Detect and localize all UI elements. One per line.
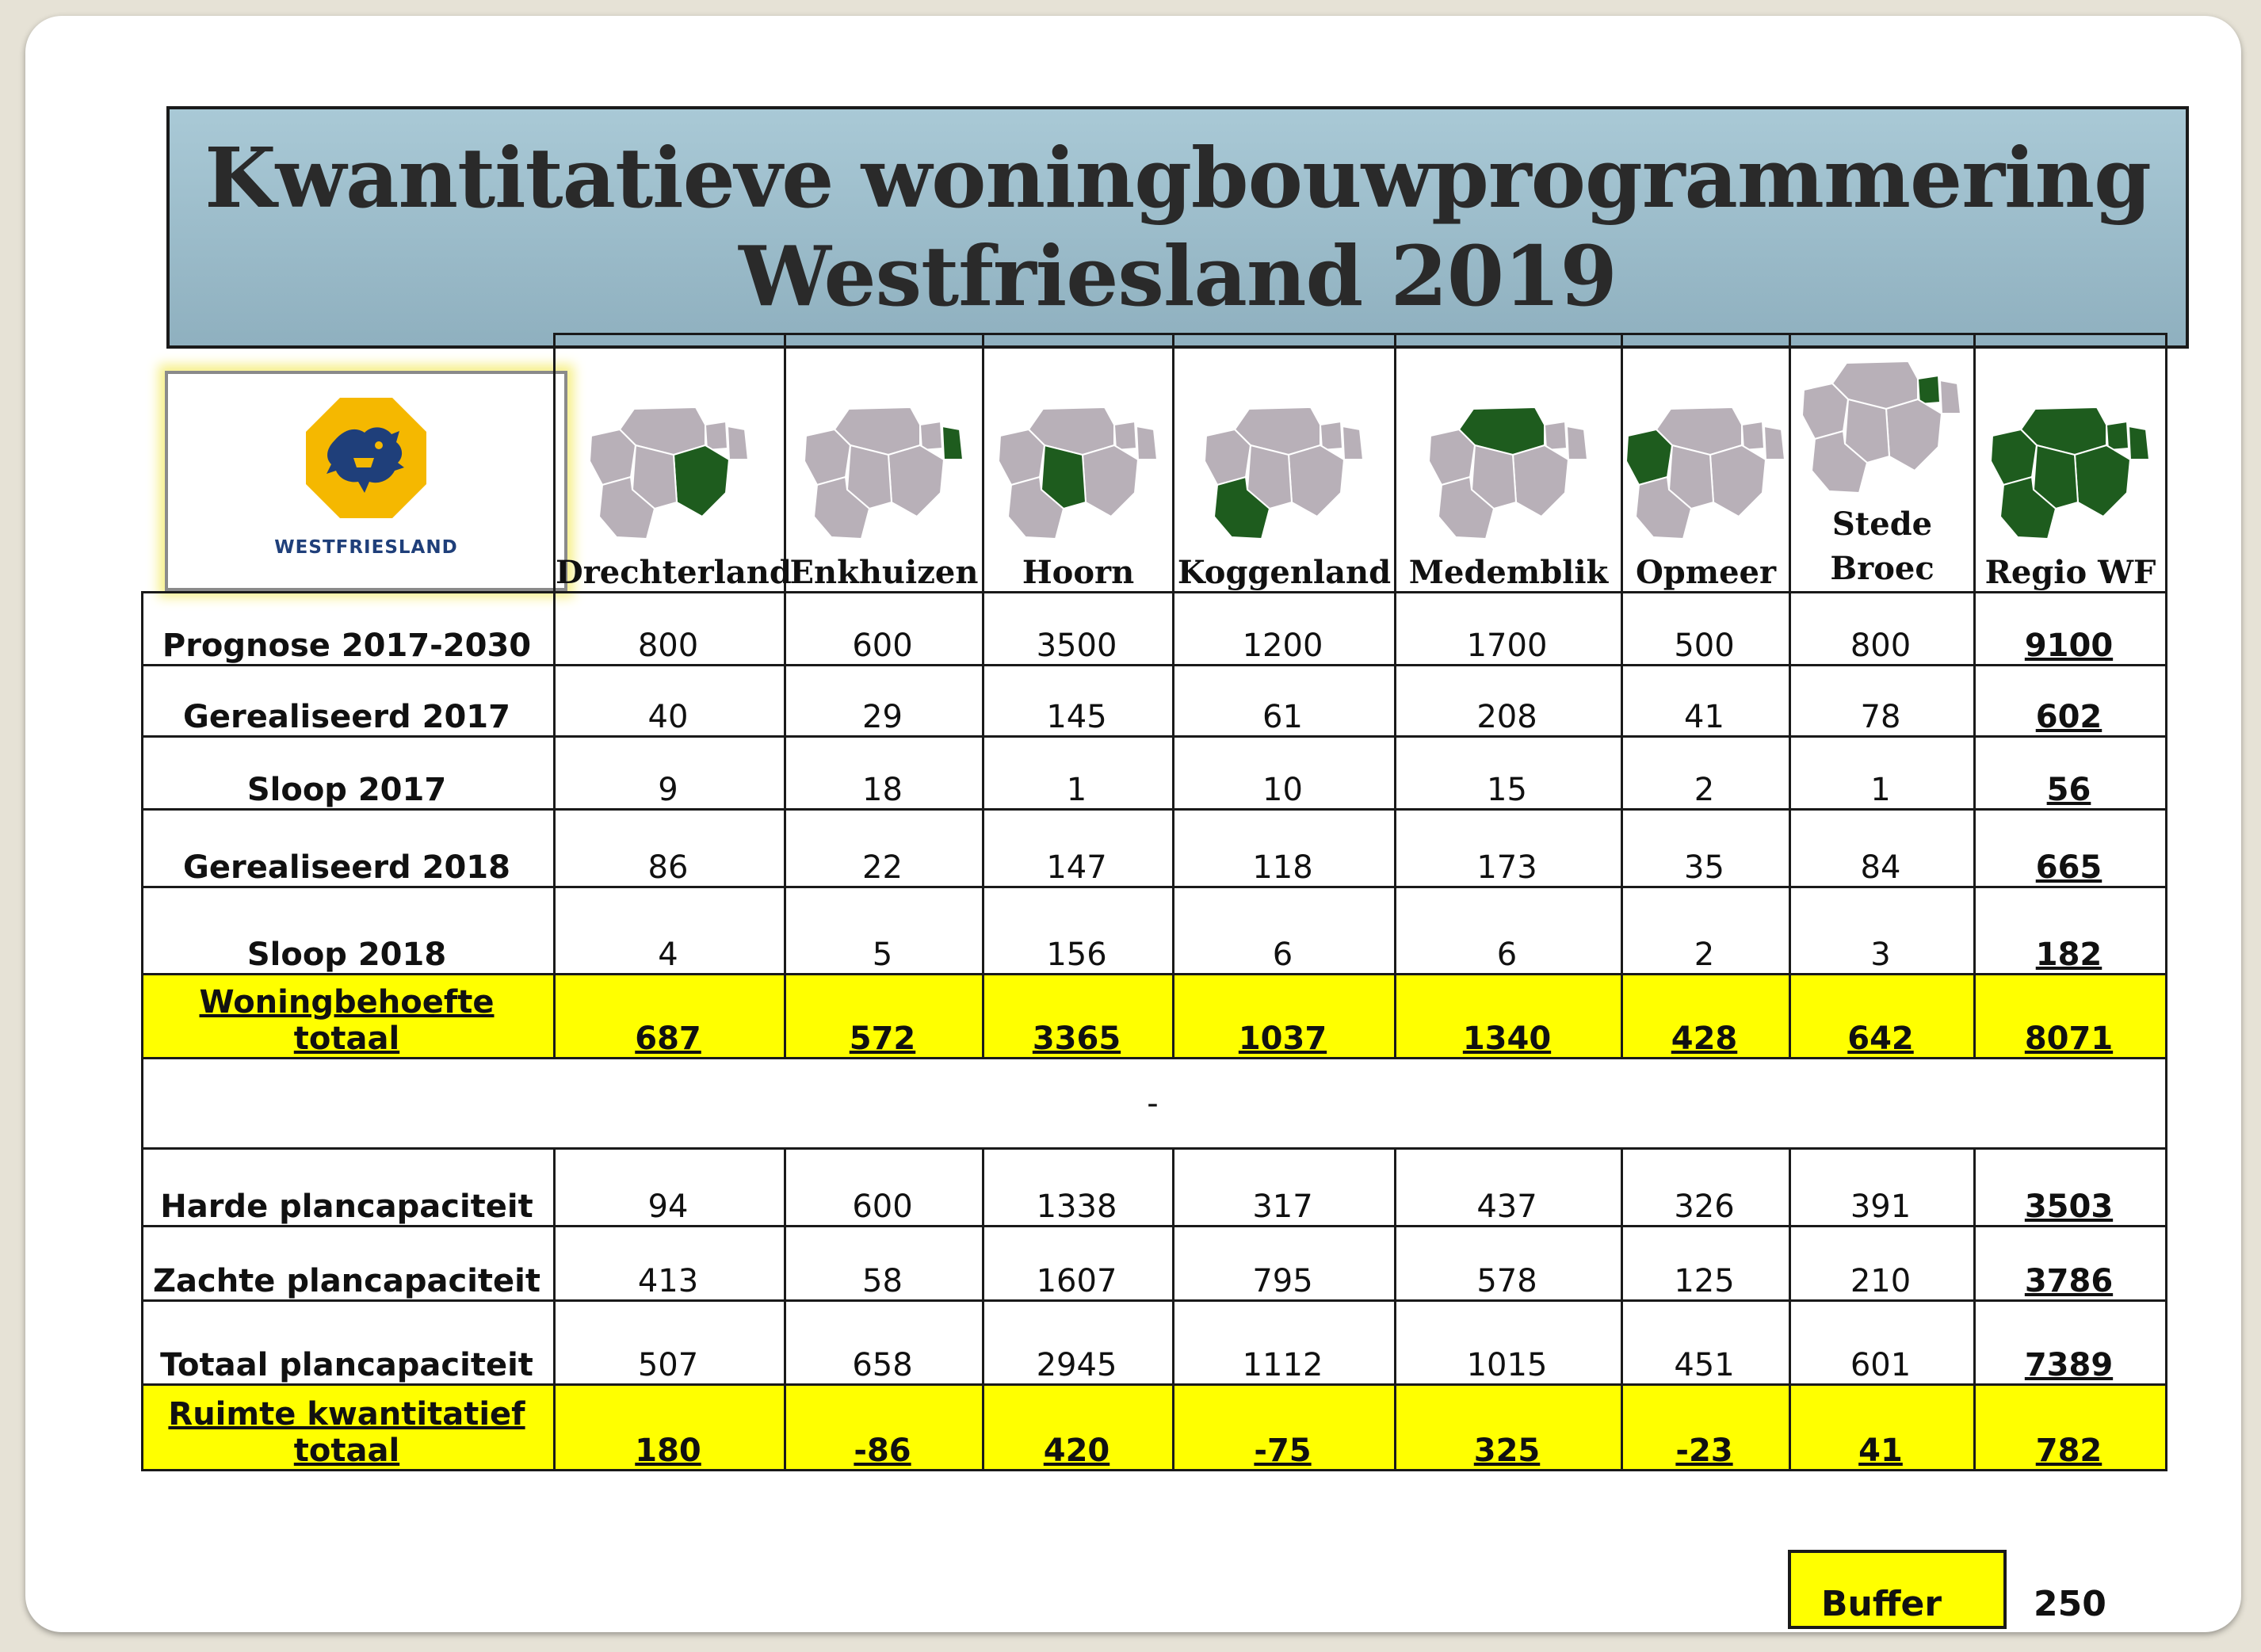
cell-hoorn: 2945: [983, 1301, 1174, 1385]
cell-opmeer: 326: [1622, 1149, 1790, 1227]
column-label: Enkhuizen: [789, 554, 979, 591]
cell-opmeer: 2: [1622, 887, 1790, 975]
cell-medemblik: 437: [1396, 1149, 1622, 1227]
cell-enkhuizen: 658: [785, 1301, 983, 1385]
cell-medemblik: 15: [1396, 737, 1622, 810]
table-row: [143, 1149, 2167, 1227]
column-label: Koggenland: [1177, 554, 1392, 591]
cell-regio-wf: 182: [1975, 887, 2167, 975]
separator-row: [143, 1059, 2167, 1149]
hoorn-map-icon: [984, 398, 1172, 548]
column-header-opmeer: [1622, 334, 1790, 593]
row-label: Harde plancapaciteit: [143, 1149, 555, 1227]
column-header-drechterland: [555, 334, 792, 593]
cell-enkhuizen: -86: [785, 1385, 983, 1471]
cell-drechterland: 687: [555, 975, 785, 1059]
row-label: Zachte plancapaciteit: [143, 1227, 555, 1301]
regio-wf-map-icon: [1976, 398, 2165, 548]
cell-stede-broec: 210: [1790, 1227, 1975, 1301]
cell-drechterland: 9: [555, 737, 785, 810]
column-header-stede-broec: [1790, 334, 1975, 593]
cell-enkhuizen: 600: [785, 1149, 983, 1227]
cell-opmeer: 2: [1622, 737, 1790, 810]
table-row: [143, 887, 2167, 975]
buffer-box: [1788, 1550, 2106, 1629]
cell-hoorn: 3365: [983, 975, 1174, 1059]
column-header-regio-wf: [1975, 334, 2167, 593]
cell-medemblik: 6: [1396, 887, 1622, 975]
column-label: Drechterland: [556, 554, 792, 591]
cell-medemblik: 208: [1396, 666, 1622, 737]
medemblik-map-icon: [1396, 398, 1621, 548]
cell-hoorn: 1607: [983, 1227, 1174, 1301]
cell-hoorn: 156: [983, 887, 1174, 975]
cell-regio-wf: 602: [1975, 666, 2167, 737]
stede-broec-map-icon: [1791, 352, 1973, 502]
row-label: Gerealiseerd 2017: [143, 666, 555, 737]
drechterland-map-icon: [556, 398, 784, 548]
cell-hoorn: 3500: [983, 593, 1174, 666]
cell-drechterland: 94: [555, 1149, 785, 1227]
cell-opmeer: 500: [1622, 593, 1790, 666]
cell-regio-wf: 3503: [1975, 1149, 2167, 1227]
cell-hoorn: 1: [983, 737, 1174, 810]
cell-koggenland: 61: [1174, 666, 1396, 737]
cell-drechterland: 180: [555, 1385, 785, 1471]
cell-stede-broec: 642: [1790, 975, 1975, 1059]
table-row: [143, 975, 2167, 1059]
table-row: [143, 593, 2167, 666]
column-label: Stede Broec: [1830, 506, 1934, 587]
column-label: Medemblik: [1408, 554, 1609, 591]
column-header-hoorn: [983, 334, 1174, 593]
column-header-enkhuizen: [785, 334, 983, 593]
cell-koggenland: 6: [1174, 887, 1396, 975]
cell-koggenland: 118: [1174, 810, 1396, 887]
cell-stede-broec: 41: [1790, 1385, 1975, 1471]
cell-enkhuizen: 600: [785, 593, 983, 666]
row-label: Prognose 2017-2030: [143, 593, 555, 666]
column-header-koggenland: [1174, 334, 1396, 593]
cell-drechterland: 800: [555, 593, 785, 666]
cell-stede-broec: 78: [1790, 666, 1975, 737]
cell-opmeer: 125: [1622, 1227, 1790, 1301]
cell-enkhuizen: 18: [785, 737, 983, 810]
cell-regio-wf: 8071: [1975, 975, 2167, 1059]
cell-drechterland: 40: [555, 666, 785, 737]
table-row: [143, 737, 2167, 810]
row-label: Ruimte kwantitatief totaal: [143, 1385, 555, 1471]
opmeer-map-icon: [1623, 398, 1789, 548]
cell-enkhuizen: 5: [785, 887, 983, 975]
cell-stede-broec: 601: [1790, 1301, 1975, 1385]
cell-regio-wf: 56: [1975, 737, 2167, 810]
cell-koggenland: 795: [1174, 1227, 1396, 1301]
separator-mark: -: [143, 1059, 2167, 1149]
cell-hoorn: 147: [983, 810, 1174, 887]
cell-hoorn: 420: [983, 1385, 1174, 1471]
cell-stede-broec: 1: [1790, 737, 1975, 810]
row-label: Sloop 2018: [143, 887, 555, 975]
column-header-medemblik: [1396, 334, 1622, 593]
page-title-line2: Westfriesland 2019: [739, 227, 1617, 325]
cell-opmeer: 451: [1622, 1301, 1790, 1385]
cell-opmeer: 35: [1622, 810, 1790, 887]
logo-cell: [143, 334, 555, 593]
cell-koggenland: 317: [1174, 1149, 1396, 1227]
title-banner: [166, 106, 2189, 349]
cell-opmeer: 428: [1622, 975, 1790, 1059]
cell-enkhuizen: 58: [785, 1227, 983, 1301]
table-row: [143, 1301, 2167, 1385]
cell-stede-broec: 84: [1790, 810, 1975, 887]
row-label: Gerealiseerd 2018: [143, 810, 555, 887]
cell-enkhuizen: 22: [785, 810, 983, 887]
logo-text: WESTFRIESLAND: [274, 537, 458, 558]
cell-drechterland: 86: [555, 810, 785, 887]
column-label: Regio WF: [1984, 554, 2156, 591]
cell-koggenland: 1112: [1174, 1301, 1396, 1385]
cell-regio-wf: 3786: [1975, 1227, 2167, 1301]
cell-drechterland: 507: [555, 1301, 785, 1385]
cell-regio-wf: 9100: [1975, 593, 2167, 666]
row-label: Sloop 2017: [143, 737, 555, 810]
cell-enkhuizen: 29: [785, 666, 983, 737]
row-label: Totaal plancapaciteit: [143, 1301, 555, 1385]
cell-drechterland: 413: [555, 1227, 785, 1301]
cell-opmeer: -23: [1622, 1385, 1790, 1471]
koggenland-map-icon: [1174, 398, 1394, 548]
buffer-value: 250: [2034, 1584, 2106, 1624]
cell-drechterland: 4: [555, 887, 785, 975]
cell-hoorn: 1338: [983, 1149, 1174, 1227]
table-row: [143, 1385, 2167, 1471]
table-row: [143, 1227, 2167, 1301]
data-table: [141, 333, 2167, 1471]
table-row: [143, 666, 2167, 737]
cell-medemblik: 325: [1396, 1385, 1622, 1471]
cell-koggenland: 10: [1174, 737, 1396, 810]
cell-koggenland: 1200: [1174, 593, 1396, 666]
column-label: Hoorn: [1022, 554, 1135, 591]
enkhuizen-map-icon: [786, 398, 982, 548]
buffer-label: Buffer: [1821, 1584, 1942, 1624]
cell-koggenland: -75: [1174, 1385, 1396, 1471]
cell-koggenland: 1037: [1174, 975, 1396, 1059]
cell-medemblik: 173: [1396, 810, 1622, 887]
cell-stede-broec: 3: [1790, 887, 1975, 975]
cell-enkhuizen: 572: [785, 975, 983, 1059]
cell-medemblik: 1015: [1396, 1301, 1622, 1385]
column-label: Opmeer: [1635, 554, 1777, 591]
cell-regio-wf: 665: [1975, 810, 2167, 887]
cell-hoorn: 145: [983, 666, 1174, 737]
cell-medemblik: 578: [1396, 1227, 1622, 1301]
cell-stede-broec: 800: [1790, 593, 1975, 666]
cell-regio-wf: 7389: [1975, 1301, 2167, 1385]
table-row: [143, 810, 2167, 887]
cell-medemblik: 1700: [1396, 593, 1622, 666]
page-title-line1: Kwantitatieve woningbouwprogrammering: [204, 129, 2151, 227]
row-label: Woningbehoefte totaal: [143, 975, 555, 1059]
cell-stede-broec: 391: [1790, 1149, 1975, 1227]
cell-medemblik: 1340: [1396, 975, 1622, 1059]
cell-regio-wf: 782: [1975, 1385, 2167, 1471]
cell-opmeer: 41: [1622, 666, 1790, 737]
